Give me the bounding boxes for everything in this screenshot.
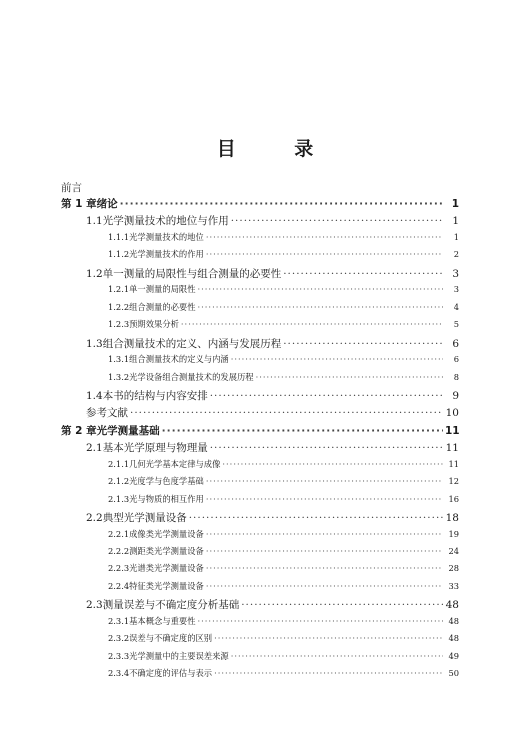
dot-leader [206,232,443,242]
toc-entry-page-number: 11 [448,458,459,469]
toc-entry-page-number: 3 [452,267,459,280]
toc-entry-page-number: 9 [452,389,459,402]
toc-entry-number: 1.1.1 [108,231,130,242]
toc-entry[interactable] [61,423,459,438]
toc-entry[interactable] [86,266,459,281]
dot-leader [210,390,443,402]
toc-entry-title: 光学测量技术的作用 [129,249,204,260]
dot-leader [206,546,443,556]
toc-entry[interactable] [108,475,459,487]
toc-entry[interactable] [86,440,459,455]
toc-entry-title: 光与物质的相互作用 [129,493,204,504]
toc-entry-page-number: 19 [448,528,459,539]
toc-entry[interactable] [86,405,459,420]
toc-entry[interactable] [86,336,459,351]
toc-entry-title: 光学测量技术的地位 [129,231,204,242]
dot-leader [210,442,443,454]
toc-entry[interactable] [108,231,459,243]
toc-entry-number: 2.3 [86,599,103,612]
dot-leader [256,372,443,382]
dot-leader [181,319,443,329]
dot-leader [231,651,443,661]
toc-entry-number: 1.2.1 [108,284,130,295]
dot-leader [198,616,443,626]
toc-entry-number: 第 1 章 [61,198,97,210]
dot-leader [206,476,443,486]
toc-entry-title: 光学设备组合测量技术的发展历程 [129,371,254,382]
toc-entry-title: 光学测量基础 [96,424,160,437]
toc-entry-number: 1.2.2 [108,301,130,312]
toc-entry-number: 1.3.2 [108,371,130,382]
dot-leader [214,633,443,643]
toc-entry[interactable] [61,196,459,211]
toc-entry[interactable] [108,545,459,557]
dot-leader [206,494,443,504]
dot-leader [283,268,443,280]
toc-entry-page-number: 11 [445,442,459,455]
toc-entry-title: 预期效果分析 [129,319,179,330]
toc-entry-number: 2.1.3 [108,493,130,504]
toc-entry[interactable] [108,493,459,505]
dot-leader [198,284,443,294]
toc-entry-page-number: 1 [453,231,459,242]
toc-entry-title: 组合测量技术的定义与内涵 [129,354,229,365]
toc-entry-page-number: 12 [448,476,459,487]
toc-entry-title: 光学测量中的主要误差来源 [129,650,229,661]
toc-entry-number: 2.2.2 [108,546,130,556]
toc-entry-number: 2.2.1 [108,528,130,539]
toc-entry-title: 测量误差与不确定度分析基础 [102,599,240,612]
toc-entry-number: 2.3.1 [108,615,130,626]
toc-entry-page-number: 5 [453,319,459,330]
toc-entry-page-number: 10 [445,407,459,420]
toc-entry-number: 2.3.4 [108,668,130,679]
toc-entry-page-number: 33 [448,580,459,591]
toc-entry[interactable] [108,562,459,574]
toc-entry-title: 几何光学基本定律与成像 [129,458,221,469]
toc-entry[interactable] [108,650,459,662]
dot-leader [130,407,443,419]
toc-entry[interactable] [108,615,459,627]
toc-entry-number: 1.3 [86,337,103,350]
toc-entry-title: 不确定度的评估与表示 [129,668,213,679]
dot-leader [206,249,443,259]
toc-entry-title: 组合测量的必要性 [129,301,196,312]
toc-entry-title: 光谱类光学测量设备 [129,563,204,574]
toc-entry[interactable] [108,458,459,470]
toc-entry-number: 1.4 [86,389,103,402]
toc-entry-number: 1.3.1 [108,354,130,365]
toc-entry-page-number: 16 [448,493,459,504]
toc-entry-number: 1.2.3 [108,319,130,330]
toc-entry[interactable] [108,353,459,365]
toc-entry-title: 典型光学测量设备 [102,512,187,525]
toc-entry[interactable] [108,667,459,679]
toc-entry-number: 2.2.4 [108,580,130,591]
toc-entry[interactable] [108,301,459,313]
toc-entry[interactable] [86,510,459,525]
dot-leader [206,563,443,573]
toc-entry-number: 2.2.3 [108,563,130,574]
toc-entry[interactable] [108,248,459,260]
toc-entry-number: 第 2 章 [61,424,97,437]
toc-entry[interactable] [86,213,459,228]
toc-entry-number: 2.3.3 [108,650,130,661]
toc-entry-page-number: 1 [451,198,459,210]
toc-entry[interactable] [108,318,459,330]
toc-entry[interactable] [86,597,459,612]
toc-entry-page-number: 28 [448,563,459,574]
toc-entry-page-number: 48 [445,599,459,612]
toc-entry[interactable] [108,371,459,383]
toc-entry-title: 单一测量的局限性与组合测量的必要性 [102,267,282,280]
toc-entry-page-number: 8 [453,371,459,382]
toc-entry-title: 成像类光学测量设备 [129,528,204,539]
toc-entry-preface[interactable]: 前言 [61,182,82,194]
toc-entry-number: 2.1.1 [108,458,130,469]
toc-entry-title: 特征类光学测量设备 [129,580,204,591]
toc-entry[interactable] [108,528,459,540]
dot-leader [283,338,443,350]
toc-entry[interactable] [108,632,459,644]
dot-leader [189,512,443,524]
dot-leader [120,198,443,210]
toc-entry-title: 组合测量技术的定义、内涵与发展历程 [102,337,282,350]
dot-leader [241,599,443,611]
toc-entry-number: 1.1.2 [108,249,130,260]
toc-entry-number: 2.1 [86,442,103,455]
toc-entry-page-number: 24 [448,546,459,556]
toc-entry-title: 基本光学原理与物理量 [102,442,208,455]
toc-entry-page-number: 48 [448,633,459,644]
dot-leader [206,581,443,591]
dot-leader [214,668,443,678]
dot-leader [231,354,443,364]
toc-entry-page-number: 49 [448,650,459,661]
dot-leader [198,302,443,312]
toc-entry-title: 光度学与色度学基础 [129,476,204,487]
dot-leader [162,425,443,437]
toc-entry-page-number: 48 [448,615,459,626]
toc-entry-page-number: 1 [452,215,459,228]
toc-entry-title: 光学测量技术的地位与作用 [102,215,229,228]
dot-leader [231,215,443,227]
toc-entry-page-number: 2 [453,249,459,260]
toc-entry-page-number: 50 [448,668,459,679]
toc-entry-page-number: 11 [445,424,460,437]
toc-entry-number: 2.1.2 [108,476,130,487]
page-title: 目 录 [216,138,340,160]
toc-entry-title: 基本概念与重要性 [129,615,196,626]
toc-entry-title: 绪论 [96,198,118,210]
dot-leader [222,459,443,469]
toc-entry-title: 参考文献 [86,407,128,420]
toc-entry-title: 测距类光学测量设备 [129,546,204,556]
toc-entry-page-number: 18 [445,512,459,525]
toc-entry-page-number: 4 [453,301,459,312]
toc-entry-number: 1.1 [86,215,103,228]
toc-entry-number: 2.2 [86,512,103,525]
dot-leader [206,529,443,539]
toc-entry-number: 1.2 [86,267,103,280]
toc-entry-page-number: 3 [453,284,459,295]
toc-entry[interactable] [86,388,459,403]
toc-entry-page-number: 6 [453,354,459,365]
toc-entry-number: 2.3.2 [108,633,130,644]
toc-entry-title: 单一测量的局限性 [129,284,196,295]
toc-entry[interactable] [108,580,459,592]
toc-entry-title: 误差与不确定度的区别 [129,633,213,644]
toc-entry[interactable] [108,283,459,295]
toc-entry-page-number: 6 [452,337,459,350]
toc-entry-title: 本书的结构与内容安排 [102,389,208,402]
